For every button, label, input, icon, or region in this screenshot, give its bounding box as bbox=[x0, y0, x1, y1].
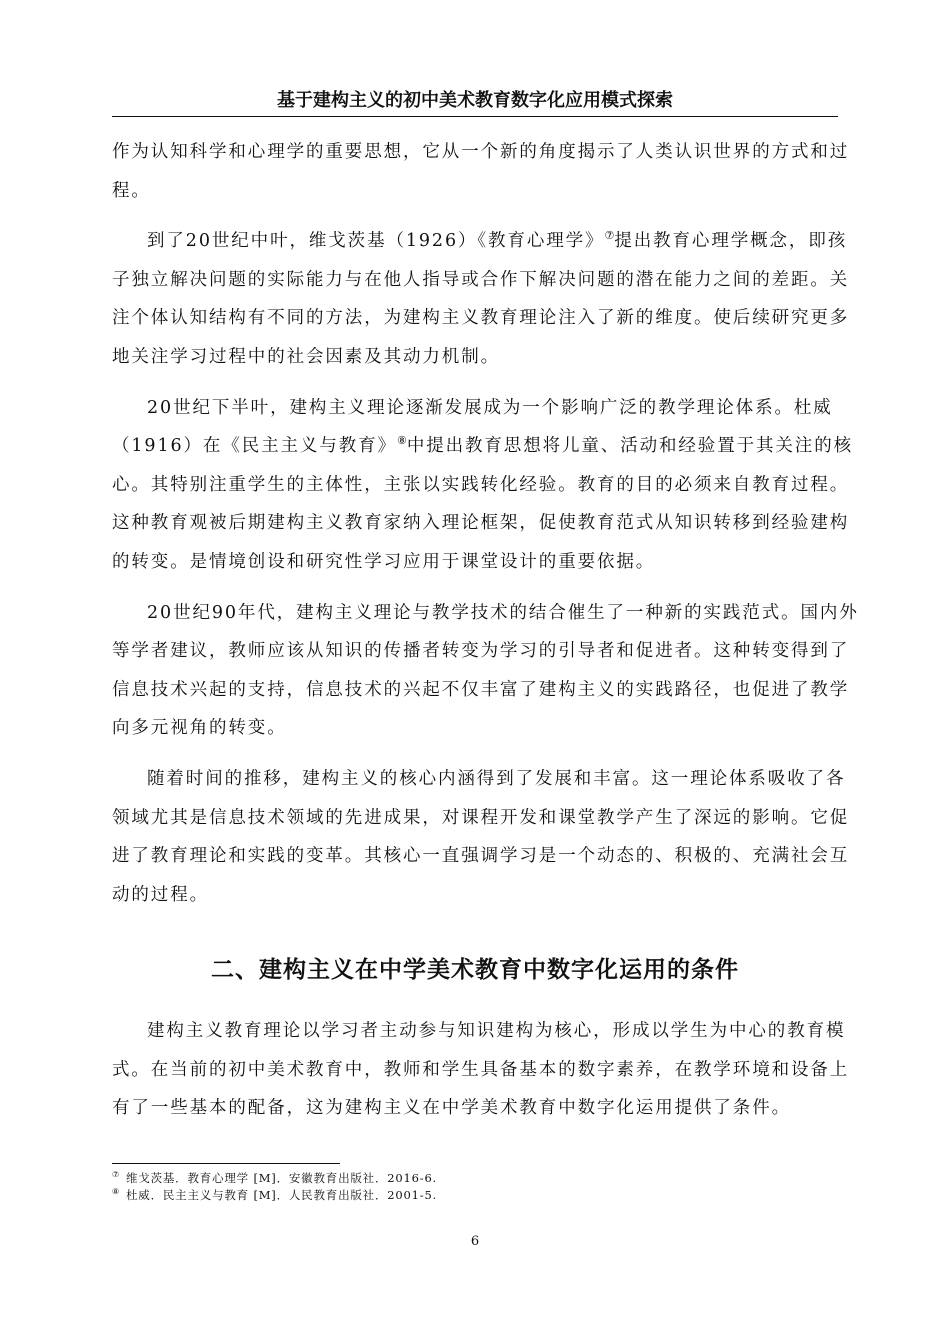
footnote-divider bbox=[112, 1163, 340, 1164]
footnote-7 bbox=[112, 1170, 838, 1187]
running-header-title: 基于建构主义的初中美术教育数字化应用模式探索 bbox=[277, 90, 673, 111]
paragraph-vygotsky bbox=[112, 222, 862, 376]
page-number: 6 bbox=[470, 1234, 480, 1249]
paragraph-1990s: 20世纪90年代，建构主义理论与教学技术的结合催生了一种新的实践范式。国内外等学者建议，教师应该从知识的传播者转变为学习的引导者和促进者。这种转变得到了信息技术兴起的支持，信息技术的兴起不仅丰富了建构主义的实践路径，也促进了教学向多元视角的转变。 bbox=[112, 602, 859, 739]
body-text bbox=[112, 133, 862, 926]
running-header bbox=[112, 86, 838, 117]
footnote-ref-8: ⑧ bbox=[396, 434, 407, 448]
footnote-marker-8: ⑧ bbox=[112, 1187, 120, 1197]
paragraph-development: 随着时间的推移，建构主义的核心内涵得到了发展和丰富。这一理论体系吸收了各领域尤其是信息技术领域的先进成果，对课程开发和课堂教学产生了深远的影响。它促进了教育理论和实践的变革。其核心一直强调学习是一个动态的、积极的、充满社会互动的过程。 bbox=[112, 768, 850, 905]
footnote-8 bbox=[112, 1187, 838, 1204]
paragraph-dewey bbox=[112, 389, 862, 582]
section-body bbox=[112, 1012, 862, 1140]
footnotes bbox=[112, 1170, 838, 1204]
footnote-ref-7: ⑦ bbox=[604, 229, 615, 243]
section-heading: 二、建构主义在中学美术教育中数字化运用的条件 bbox=[211, 957, 739, 983]
paragraph-dewey-lead: 20世纪下半叶，建构主义理论逐渐发展成为一个影响广泛的教学理论体系。杜威（1916）在《民主主义与教育》 bbox=[112, 397, 833, 457]
paragraph-continued: 作为认知科学和心理学的重要思想，它从一个新的角度揭示了人类认识世界的方式和过程。 bbox=[112, 142, 850, 201]
footnote-marker-7: ⑦ bbox=[112, 1170, 120, 1180]
section-paragraph: 建构主义教育理论以学习者主动参与知识建构为核心，形成以学生为中心的教育模式。在当前的初中美术教育中，教师和学生具备基本的数字素养，在教学环境和设备上有了一些基本的配备，这为建构主义在中学美术教育中数字化运用提供了条件。 bbox=[112, 1021, 850, 1119]
footnote-8-text: 杜威．民主主义与教育 [M]．人民教育出版社．2001-5. bbox=[125, 1188, 438, 1202]
paragraph-vygotsky-lead: 到了20世纪中叶，维戈茨基（1926）《教育心理学》 bbox=[147, 231, 605, 252]
paragraph-vygotsky-rest: 提出教育心理学概念，即孩子独立解决问题的实际能力与在他人指导或合作下解决问题的潜在能力之间的差距。关注个体认知结构有不同的方法，为建构主义教育理论注入了新的维度。使后续研究更多地关注学习过程中的社会因素及其动力机制。 bbox=[112, 231, 850, 367]
paragraph-dewey-rest: 中提出教育思想将儿童、活动和经验置于其关注的核心。其特别注重学生的主体性，主张以实践转化经验。教育的目的必须来自教育过程。这种教育观被后期建构主义教育家纳入理论框架，促使教育范式从知识转移到经验建构的转变。是情境创设和研究性学习应用于课堂设计的重要依据。 bbox=[112, 436, 854, 572]
footnote-7-text: 维戈茨基．教育心理学 [M]．安徽教育出版社．2016-6. bbox=[125, 1171, 438, 1185]
